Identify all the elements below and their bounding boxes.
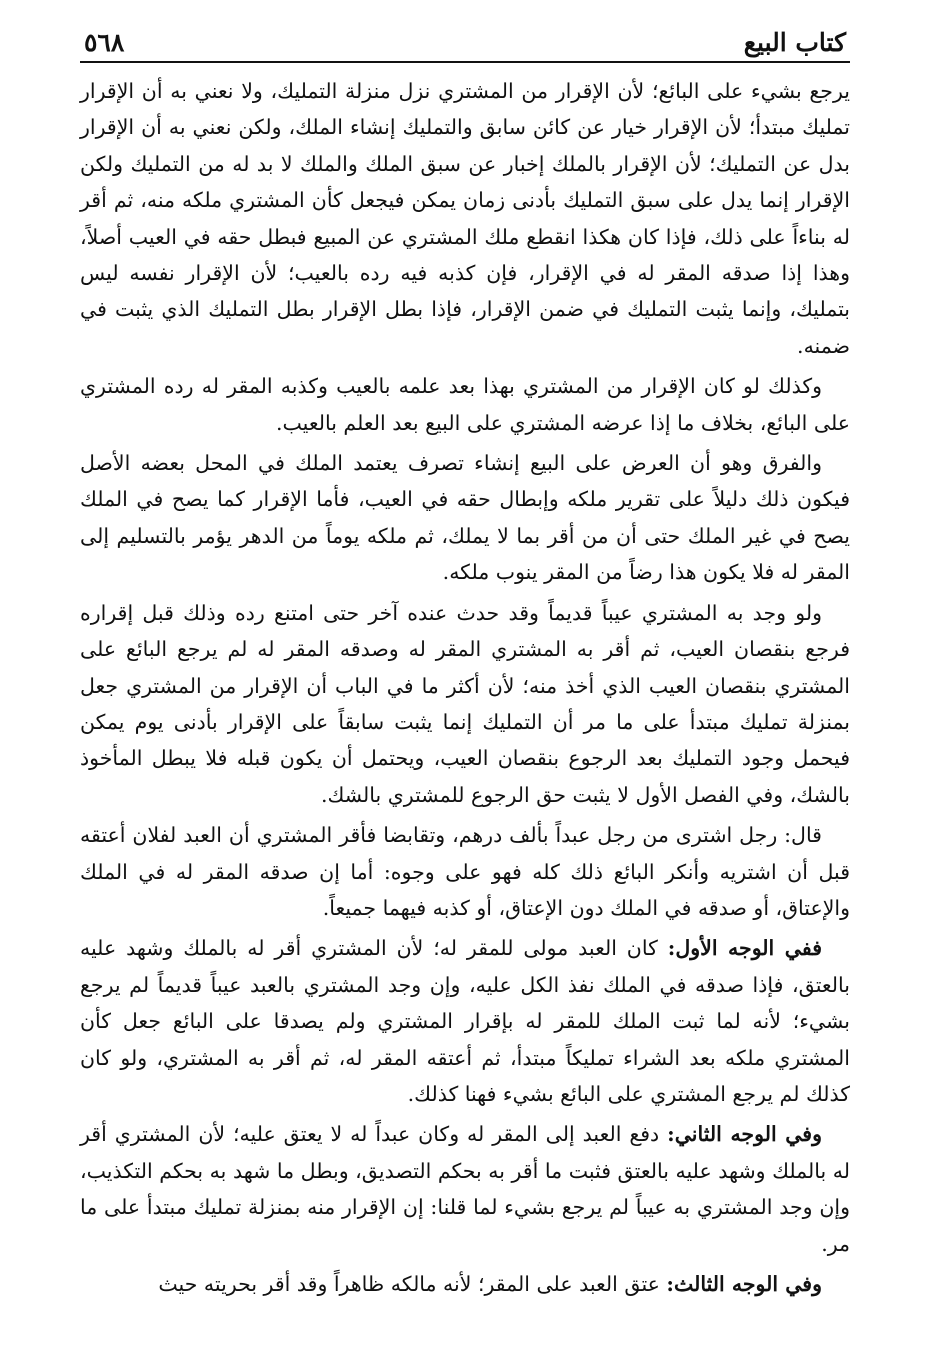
paragraph: وكذلك لو كان الإقرار من المشتري بهذا بعد علمه بالعيب وكذبه المقر له رده المشتري على البائع، بخلاف ما إذا عرضه المشتري على البيع بعد العلم بالعيب. (80, 374, 850, 435)
page-number: ٥٦٨ (84, 28, 125, 57)
page-body (80, 73, 850, 1302)
page-header (80, 28, 850, 63)
paragraph: قال: رجل اشترى من رجل عبداً بألف درهم، وتقابضا فأقر المشتري أن العبد لفلان أعتقه قبل أن اشتريه وأنكر البائع ذلك كله فهو على وجوه: أما إن صدقه المقر له في الملك والإعتاق، أو صدقه في الملك دون الإعتاق، أو كذبه فيهما جميعاً. (80, 823, 850, 920)
section-lead: وفي الوجه الثاني: (667, 1122, 822, 1147)
paragraph: وفي الوجه الثاني: دفع العبد إلى المقر له وكان عبداً له لا يعتق عليه؛ لأن المشتري أقر له بالملك وشهد عليه بالعتق فثبت ما أقر به بحكم التصديق، وبطل ما شهد به بحكم التكذيب، وإن وجد المشتري به عيباً لم يرجع بشيء لما قلنا: إن الإقرار منه بمنزلة تمليك مبتدأ على ما مر. (80, 1122, 850, 1256)
running-title: كتاب البيع (743, 28, 846, 57)
section-lead: وفي الوجه الثالث: (666, 1272, 822, 1296)
paragraph: ولو وجد به المشتري عيباً قديماً وقد حدث عنده آخر حتى امتنع رده وذلك قبل إقراره فرجع بنقصان العيب، ثم أقر به المشتري المقر له وصدقه المقر له لم يرجع البائع على المشتري بنقصان العيب الذي أخذ منه؛ لأن أكثر ما في الباب أن الإقرار من المشتري جعل بمنزلة تمليك مبتدأ على ما مر أن التمليك إنما يثبت سابقاً على الإقرار بأدنى يوم يمكن فيحمل وجود التمليك بعد الرجوع بنقصان العيب، ويحتمل أن يكون قبله فلا يبطل المأخوذ بالشك، وفي الفصل الأول لا يثبت حق الرجوع للمشتري بالشك. (80, 600, 850, 807)
paragraph: ففي الوجه الأول: كان العبد مولى للمقر له؛ لأن المشتري أقر له بالملك وشهد عليه بالعتق، فإذا صدقه في الملك نفذ الكل عليه، وإن وجد المشتري بالعبد عيباً قديماً لم يرجع بشيء؛ لأنه لما ثبت الملك للمقر له بإقرار المشتري ولم يصدقا على البائع جعل كأن المشتري ملكه بعد الشراء تمليكاً مبتدأ، ثم أعتقه المقر له، ثم أقر به المشتري، ولو كان كذلك لم يرجع المشتري على البائع بشيء فهنا كذلك. (80, 936, 850, 1106)
paragraph: يرجع بشيء على البائع؛ لأن الإقرار من المشتري نزل منزلة التمليك، ولا نعني به أن الإقرار تمليك مبتدأ؛ لأن الإقرار خيار عن كائن سابق والتمليك إنشاء الملك، ولكن نعني به أن الإقرار بدل عن التمليك؛ لأن الإقرار بالملك إخبار عن سبق الملك والملك لا بد له من التمليك ولكن الإقرار إنما يدل على سبق التمليك بأدنى زمان يمكن فيجعل كأن المشتري ملكه منه، ثم أقر له بناءاً على ذلك، فإذا كان هكذا انقطع ملك المشتري عن المبيع فبطل حقه في العيب أصلاً، وهذا إذا صدقه المقر له في الإقرار، فإن كذبه فيه رده بالعيب؛ لأن الإقرار نفسه ليس بتمليك، وإنما يثبت التمليك في ضمن الإقرار، فإذا بطل الإقرار بطل التمليك الذي يثبت في ضمنه. (80, 79, 850, 358)
section-lead: ففي الوجه الأول: (667, 936, 822, 961)
paragraph: والفرق وهو أن العرض على البيع إنشاء تصرف يعتمد الملك في المحل بعضه الأصل فيكون ذلك دليلاً على تقرير ملكه وإبطال حقه في العيب، فأما الإقرار كما يصح في الملك يصح في غير الملك حتى أن من أقر بما لا يملك، ثم ملكه يوماً من الدهر يؤمر بالتسليم إلى المقر له فلا يكون هذا رضاً من المقر ينوب ملكه. (80, 451, 850, 585)
paragraph: وفي الوجه الثالث: عتق العبد على المقر؛ لأنه مالكه ظاهراً وقد أقر بحريته حيث (158, 1272, 822, 1296)
